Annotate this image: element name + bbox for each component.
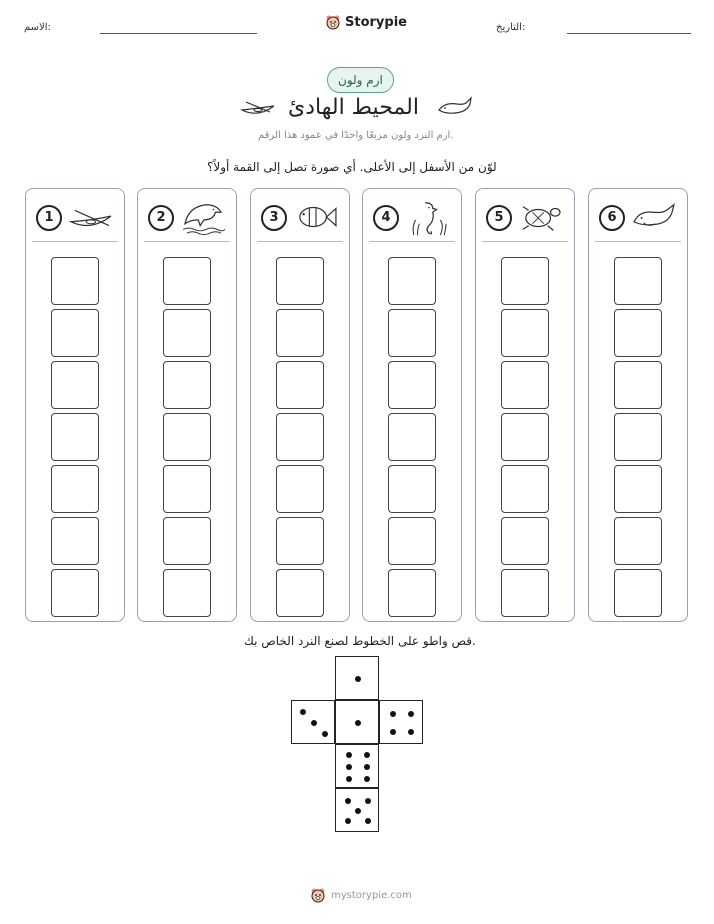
column-number: 4 [373,205,399,231]
column-1 [25,188,125,622]
dice-pip [408,711,414,717]
color-square[interactable] [501,465,549,513]
color-square[interactable] [501,257,549,305]
color-square[interactable] [501,517,549,565]
color-square[interactable] [51,309,99,357]
column-number: 1 [36,205,62,231]
color-square[interactable] [388,257,436,305]
color-square[interactable] [614,361,662,409]
column-number: 6 [599,205,625,231]
column-header [595,197,681,242]
column-header [482,197,568,242]
color-square[interactable] [501,413,549,461]
dice-instruction: قص واطو على الخطوط لصنع النرد الخاص بك. [244,634,476,648]
dice-face-1 [335,700,379,744]
dice-pip [355,676,361,682]
color-square[interactable] [614,309,662,357]
color-square[interactable] [163,309,211,357]
brand-logo [325,14,407,30]
column-2 [137,188,237,622]
color-square[interactable] [501,361,549,409]
column-number: 2 [148,205,174,231]
whale-icon [437,96,473,118]
color-square[interactable] [388,517,436,565]
color-square[interactable] [276,361,324,409]
color-square[interactable] [276,413,324,461]
dice-pip [390,729,396,735]
column-header [369,197,455,242]
color-square[interactable] [163,465,211,513]
color-square[interactable] [51,569,99,617]
date-label: التاريخ: [496,22,526,33]
subtitle: ارم النرد ولون مربعًا واحدًا في عمود هذا الرقم. [258,130,454,141]
color-square[interactable] [163,361,211,409]
dice-pip [364,752,370,758]
color-square[interactable] [614,465,662,513]
dolphin-icon [178,199,228,237]
brand-name: Storypie [345,14,407,30]
footer-url[interactable]: mystorypie.com [331,889,412,901]
bear-icon [310,887,326,903]
color-square[interactable] [388,361,436,409]
whale-icon [629,199,679,237]
dice-face-3 [291,700,335,744]
dice-pip [346,776,352,782]
dice-face-4 [379,700,423,744]
color-square[interactable] [388,465,436,513]
color-square[interactable] [614,569,662,617]
name-line[interactable] [100,33,257,34]
dice-pip [390,711,396,717]
color-square[interactable] [614,517,662,565]
color-square[interactable] [276,309,324,357]
dice-pip [311,720,317,726]
dice-pip [346,752,352,758]
color-square[interactable] [51,413,99,461]
dice-pip [355,808,361,814]
column-header [32,197,118,242]
dice-pip [345,798,351,804]
color-square[interactable] [276,517,324,565]
dice-pip [345,818,351,824]
dice-pip [364,764,370,770]
kayak-icon [66,199,116,237]
color-square[interactable] [51,465,99,513]
column-5 [475,188,575,622]
column-header [144,197,230,242]
color-square[interactable] [276,569,324,617]
dice-pip [365,798,371,804]
dice-pip [365,818,371,824]
color-square[interactable] [51,517,99,565]
dice-pip [322,731,328,737]
color-square[interactable] [501,569,549,617]
dice-face-1 [335,656,379,700]
dice-face-5 [335,788,379,832]
color-square[interactable] [163,569,211,617]
instruction: لوّن من الأسفل إلى الأعلى. أي صورة تصل إلى القمة أولاً؟ [207,160,497,174]
column-header [257,197,343,242]
fish-icon [291,199,341,237]
dice-pip [408,729,414,735]
column-4 [362,188,462,622]
page-title: المحيط الهادئ [288,95,419,120]
dice-pip [364,776,370,782]
color-square[interactable] [614,257,662,305]
column-number: 5 [486,205,512,231]
color-square[interactable] [614,413,662,461]
color-square[interactable] [388,569,436,617]
color-square[interactable] [51,361,99,409]
date-line[interactable] [567,33,691,34]
color-square[interactable] [388,309,436,357]
footer [310,887,412,903]
color-square[interactable] [276,257,324,305]
color-square[interactable] [388,413,436,461]
column-number: 3 [261,205,287,231]
dice-pip [300,709,306,715]
column-6 [588,188,688,622]
dice-face-6 [335,744,379,788]
dice-pip [346,764,352,770]
color-square[interactable] [163,413,211,461]
kayak-icon [240,98,276,118]
color-square[interactable] [163,517,211,565]
color-square[interactable] [163,257,211,305]
turtle-icon [516,199,566,237]
color-square[interactable] [501,309,549,357]
dice-pip [355,720,361,726]
color-square[interactable] [51,257,99,305]
color-square[interactable] [276,465,324,513]
bear-icon [325,14,341,30]
column-3 [250,188,350,622]
name-label: الاسم: [24,22,51,33]
seahorse-icon [403,199,453,237]
roll-and-color-badge: ارم ولون [327,67,394,93]
